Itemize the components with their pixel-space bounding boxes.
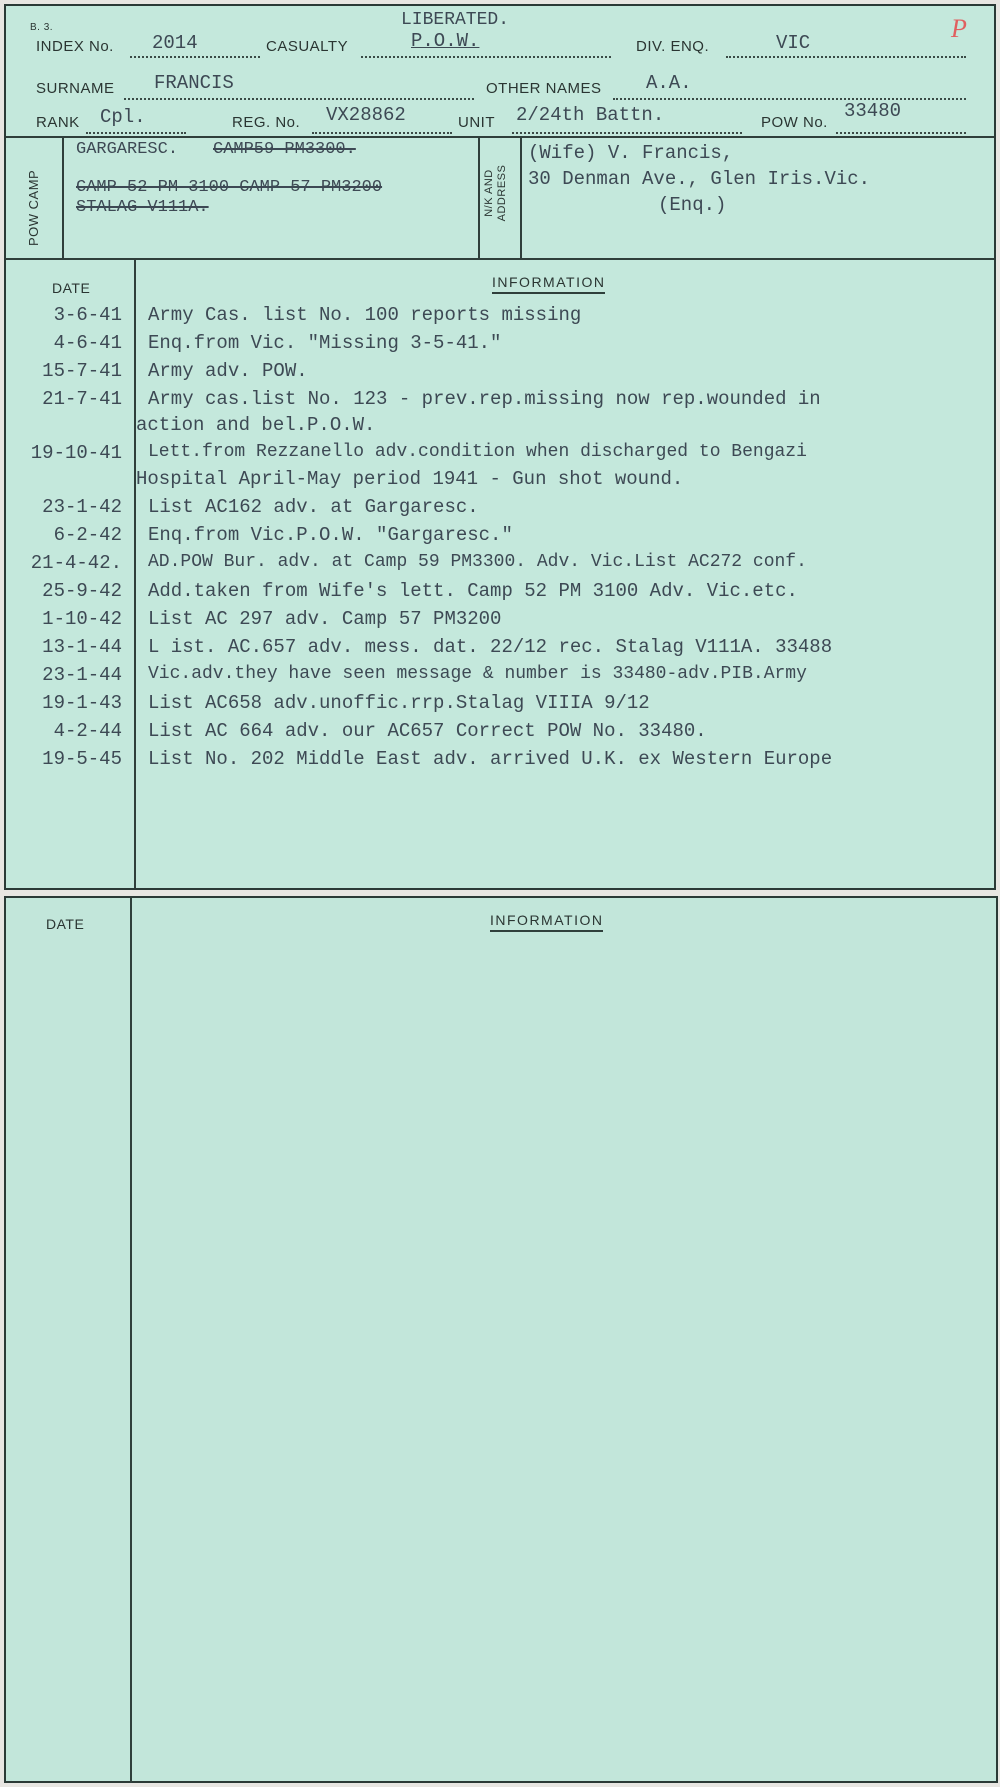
back-information-header: INFORMATION [490, 912, 603, 932]
index-card-front [4, 4, 996, 890]
rank-line [86, 132, 186, 134]
entry-info-line: List AC 297 adv. Camp 57 PM3200 [148, 608, 502, 630]
rank-value: Cpl. [100, 106, 146, 128]
entry-date: 19-10-41 [30, 442, 122, 464]
rule-address-left [520, 136, 522, 258]
reg-no-value: VX28862 [326, 104, 406, 126]
pow-camp-label: POW CAMP [26, 169, 41, 246]
entry-info-line: List AC658 adv.unoffic.rrp.Stalag VIIIA 9/12 [148, 692, 650, 714]
entry-date: 19-1-43 [42, 692, 122, 714]
back-date-header: DATE [46, 916, 85, 932]
liberated-stamp: LIBERATED. [401, 10, 510, 30]
entry-info-line: Enq.from Vic. "Missing 3-5-41." [148, 332, 502, 354]
entry-date: 21-4-42. [30, 552, 122, 574]
pow-no-label: POW No. [761, 114, 828, 131]
reg-no-label: REG. No. [232, 114, 301, 131]
other-names-label: OTHER NAMES [486, 80, 602, 97]
surname-value: FRANCIS [154, 72, 234, 94]
entry-info-line: AD.POW Bur. adv. at Camp 59 PM3300. Adv. Vic.List AC272 conf. [148, 552, 807, 572]
rule-camp-right [478, 136, 480, 258]
entry-info-line: Army adv. POW. [148, 360, 308, 382]
rule-date-column [134, 260, 136, 888]
address-line: (Enq.) [658, 194, 727, 216]
entry-date: 4-2-44 [53, 720, 122, 742]
rank-label: RANK [36, 114, 80, 131]
entry-info-line: List No. 202 Middle East adv. arrived U.K. ex Western Europe [148, 748, 833, 770]
index-no-value: 2014 [152, 32, 198, 54]
pow-camp-line: STALAG V111A. [76, 198, 209, 217]
entry-date: 4-6-41 [53, 332, 122, 354]
surname-label: SURNAME [36, 80, 115, 97]
index-no-line [130, 56, 260, 58]
reg-no-line [312, 132, 452, 134]
entry-date: 23-1-44 [42, 664, 122, 686]
entry-date: 15-7-41 [42, 360, 122, 382]
pow-camp-line: CAMP 52 PM 3100 CAMP 57 PM3200 [76, 178, 383, 197]
entry-date: 3-6-41 [53, 304, 122, 326]
pow-no-line [836, 132, 966, 134]
entry-info-line: L ist. AC.657 adv. mess. dat. 22/12 rec. Stalag V111A. 33488 [148, 636, 833, 658]
index-no-label: INDEX No. [36, 38, 114, 55]
rule-camp-left [62, 136, 64, 258]
entry-date: 23-1-42 [42, 496, 122, 518]
div-enq-value: VIC [776, 32, 811, 54]
entry-date: 6-2-42 [53, 524, 122, 546]
div-enq-line [726, 56, 966, 58]
information-header: INFORMATION [492, 274, 605, 294]
entry-date: 21-7-41 [42, 388, 122, 410]
entry-date: 19-5-45 [42, 748, 122, 770]
entry-info-line: Vic.adv.they have seen message & number is 33480-adv.PIB.Army [148, 664, 807, 684]
corner-mark: P [951, 14, 967, 43]
pow-no-value: 33480 [844, 100, 902, 122]
entry-date: 13-1-44 [42, 636, 122, 658]
surname-line [124, 98, 474, 100]
entry-info-line: List AC 664 adv. our AC657 Correct POW No. 33480. [148, 720, 707, 742]
back-rule-date-column [130, 898, 132, 1783]
entry-date: 1-10-42 [42, 608, 122, 630]
address-line: (Wife) V. Francis, [528, 142, 734, 164]
form-code: B. 3. [30, 22, 54, 33]
entry-date: 25-9-42 [42, 580, 122, 602]
unit-value: 2/24th Battn. [516, 104, 665, 126]
unit-label: UNIT [458, 114, 495, 131]
index-card-back [4, 896, 998, 1783]
other-names-value: A.A. [646, 72, 692, 94]
nk-address-label: N/K AND ADDRESS [483, 164, 508, 222]
date-header: DATE [52, 280, 91, 296]
rule-top [6, 136, 994, 138]
entry-info-line: Army Cas. list No. 100 reports missing [148, 304, 582, 326]
rule-bottom [6, 258, 994, 260]
unit-line [512, 132, 742, 134]
entry-info-line: Lett.from Rezzanello adv.condition when discharged to Bengazi [148, 442, 807, 462]
casualty-label: CASUALTY [266, 38, 349, 55]
pow-camp-line: GARGARESC. [76, 140, 179, 159]
entry-info-line: List AC162 adv. at Gargaresc. [148, 496, 479, 518]
casualty-line [361, 56, 611, 58]
entry-info-line: Hospital April-May period 1941 - Gun shot wound. [136, 468, 684, 490]
entry-info-line: Add.taken from Wife's lett. Camp 52 PM 3100 Adv. Vic.etc. [148, 580, 798, 602]
other-names-line [613, 98, 966, 100]
entry-info-line: action and bel.P.O.W. [136, 414, 376, 436]
casualty-value: P.O.W. [411, 30, 480, 52]
div-enq-label: DIV. ENQ. [636, 38, 710, 55]
entry-info-line: Enq.from Vic.P.O.W. "Gargaresc." [148, 524, 513, 546]
address-line: 30 Denman Ave., Glen Iris.Vic. [528, 168, 871, 190]
entry-info-line: Army cas.list No. 123 - prev.rep.missing now rep.wounded in [148, 388, 821, 410]
pow-camp-line: CAMP59 PM3300. [213, 140, 356, 159]
